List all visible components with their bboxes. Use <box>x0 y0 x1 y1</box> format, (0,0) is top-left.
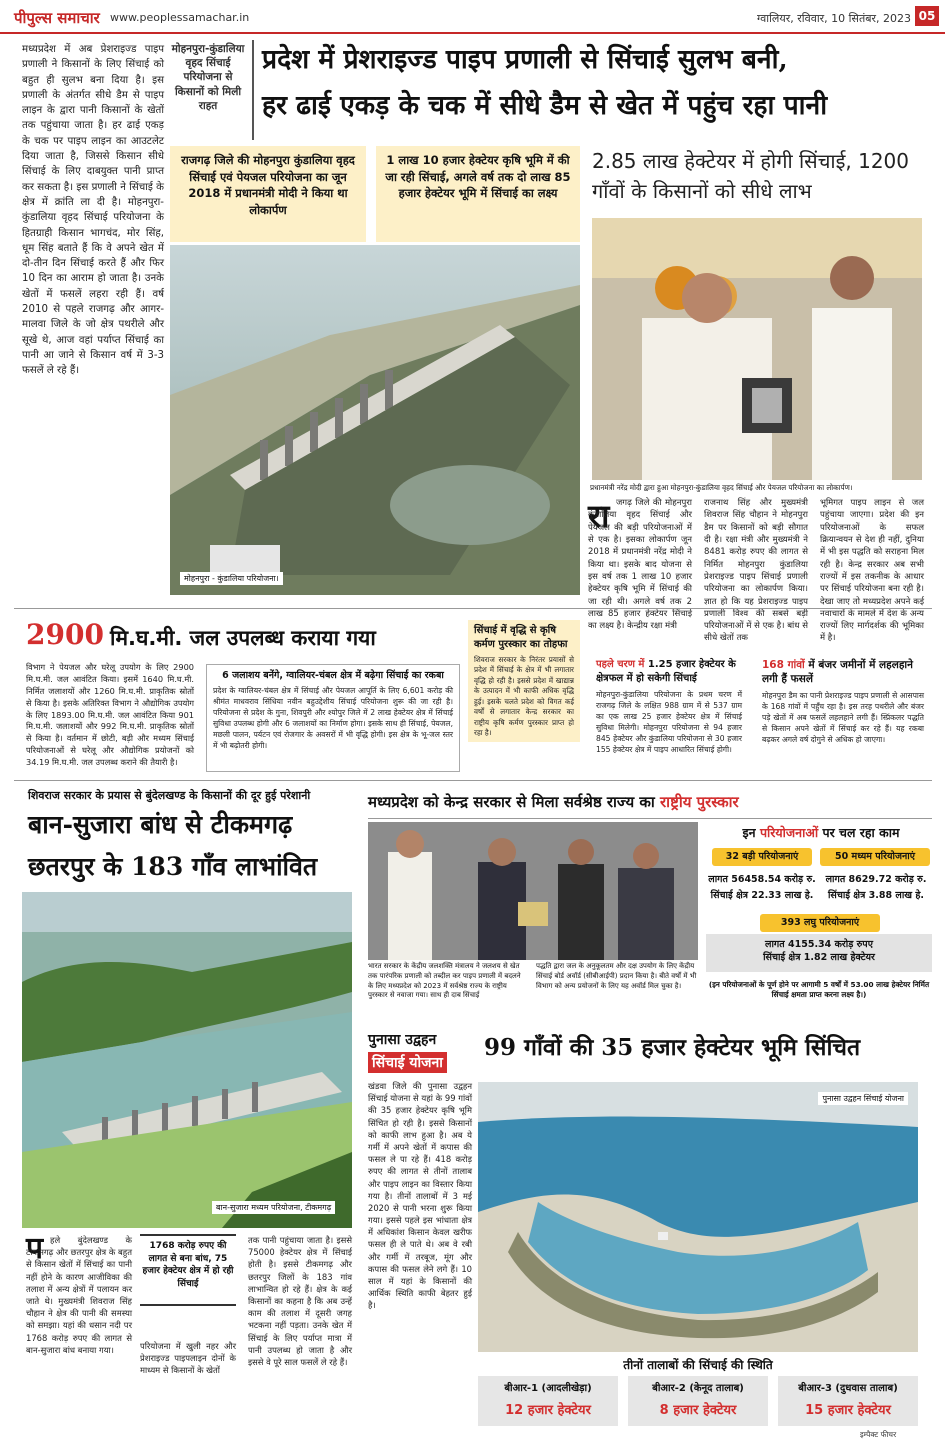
award-caption-2: पद्धति द्वारा जल के अनुकूलतम और दक्ष उपयोग के लिए केंद्रीय सिंचाई बोर्ड अवॉर्ड (सीबीआईपी) प्रदान किया है। बीते वर्षों में भी विभाग को अन्य प्रयोजनों के लिए यह अवॉर्ड मिल चुका है। <box>536 962 697 990</box>
section-divider <box>14 608 932 609</box>
callout-box-2 <box>376 146 580 242</box>
villages-headline-rest: में बंजर जमीनों में लहलहाने लगी हैं फसलें <box>762 659 913 686</box>
phase-body: मोहनपुरा-कुंडालिया परियोजना के प्रथम चरण में राजगढ़ जिले के लक्षित 988 ग्राम में से 537 ग्राम का एक लाख 25 हजार हेक्टेयर क्षेत्र में सिंचाई सुविधा मिलेगी। मोहनपुरा परियोजना से 94 हजार 845 हेक्टेयर और कुंडालिया परियोजना से 30 हजार 155 हेक्टेयर क्षेत्र में पाइप आधारित सिंचाई होगी। <box>596 690 742 754</box>
pm-photo <box>592 218 922 480</box>
page-header <box>0 0 945 34</box>
main-headline-2: हर ढाई एकड़ के चक में सीधे डैम से खेत में पहुंच रहा पानी <box>262 90 828 121</box>
phase-box <box>592 656 746 774</box>
bundelkhand-col-3: तक पानी पहुंचाया जाता है। इससे 75000 हेक्टेयर क्षेत्र में सिंचाई होती है। इससे टीकमगढ़ और छतरपुर जिलों के 183 गांव लाभान्वित हो रहे हैं। क्षेत्र के कई किसानों का कहना है कि अब उन्हें काम की तलाश में दूसरी जगह भटकना नहीं पड़ता। उनके खेत में सिंचाई के लिए पर्याप्त मात्रा में पानी उपलब्ध हो जाता है और इससे वे पूरे साल फसलें ले रहे हैं। <box>248 1235 352 1367</box>
ban-sujara-illustration <box>22 892 352 1228</box>
gwalior-headline: 6 जलाशय बनेंगे, ग्वालियर-चंबल क्षेत्र में बढ़ेगा सिंचाई का रकबा <box>222 670 444 681</box>
pond-name-1: बीआर-1 (आदलीखेड़ा) <box>504 1383 592 1394</box>
water-number: 2900 <box>26 618 104 651</box>
bundelkhand-kicker: शिवराज सरकार के प्रयास से बुंदेलखण्ड के किसानों की दूर हुई परेशानी <box>28 789 311 802</box>
pond-value-1: 12 हजार हेक्टेयर <box>505 1403 591 1418</box>
medium-projects-cost: लागत 8629.72 करोड़ रु. <box>825 874 927 885</box>
dam-photo-illustration <box>170 245 580 595</box>
punasa-illustration <box>478 1082 918 1352</box>
projects-head-2: पर चल रहा काम <box>818 825 900 840</box>
punasa-body: खंडवा जिले की पुनासा उद्वहन सिंचाई योजना से यहां के 99 गांवों की 35 हजार हेक्टेयर कृषि भूमि सिंचित हो रही है। इससे किसानों को काफी लाभ हुआ है। अब ये गर्मी में अपने खेतों में कपास की फसल ले पा रहे हैं। 418 करोड़ रुपए की लागत से तीनों तालाब और पाइप लाइन का विस्तार किया गया है। तीनों तालाबों में 3 मई 2020 से पानी भरना शुरू किया गया। इससे पहले इस भांधाता क्षेत्र में अधिकांश किसान केवल खरीफ फसल ही ले पाते थे। अब वे रबी और गर्मी में तरबूज, मूंग और कपास की फसल लेने लगे हैं। 10 साल में यहां के किसानों की आर्थिक स्थिति काफी बेहतर हुई है। <box>368 1081 472 1311</box>
main-kicker-box <box>170 40 254 140</box>
bundelkhand-dropcap: प <box>26 1231 44 1266</box>
callout-text-1: राजगढ़ जिले की मोहनपुरा कुंडालिया वृहद सिंचाई एवं पेयजल परियोजना का जून 2018 में प्रधानमंत्री मोदी ने किया था लोकार्पण <box>181 153 355 218</box>
bundelkhand-headline-1: बान-सुजारा बांध से टीकमगढ़ <box>28 810 293 839</box>
villages-headline-red: 168 गांवों <box>762 659 805 671</box>
projects-note: (इन परियोजनाओं के पूर्ण होने पर आगामी 5 वर्षों में 53.00 लाख हेक्टेयर निर्मित सिंचाई क्षमता प्राप्त करना लक्ष्य है।) <box>708 980 930 1000</box>
main-col-1: जगढ़ जिले की मोहनपुरा कुंडालिया वृहद सिंचाई और पेयजल की बड़ी परियोजनाओं में से एक है। इसका लोकार्पण जून 2018 में प्रधानमंत्री नरेंद्र मोदी ने किया था। इसके बाद योजना से इस वर्ष तक 1 लाख 10 हजार हेक्टेयर कृषि भूमि में सिंचाई की जा रही थी। अगले वर्ष तक 2 लाख 85 हजार हेक्टेयर सिंचाई का लक्ष्य है। केन्द्रीय रक्षा मंत्री <box>588 498 692 632</box>
small-projects-box <box>706 934 932 972</box>
water-headline: मि.घ.मी. जल उपलब्ध कराया गया <box>110 626 376 650</box>
dam-photo <box>170 245 580 595</box>
small-projects-area: सिंचाई क्षेत्र 1.82 लाख हेक्टेयर <box>763 952 875 963</box>
bundelkhand-quote: 1768 करोड़ रुपए की लागत से बना बांध, 75 हजार हेक्टेयर क्षेत्र में हो रही सिंचाई <box>142 1241 234 1289</box>
callout-box-1 <box>170 146 366 242</box>
medium-projects-label: 50 मध्यम परियोजनाएं <box>820 848 930 866</box>
main-col-3: भूमिगत पाइप लाइन से जल पहुंचाया जाएगा। प्रदेश की इन परियोजनाओं के सफल क्रियान्वयन से देश ही नहीं, दुनिया में भी इस पद्धति को सराहना मिल रही है। केन्द्र सरकार अब सभी राज्यों में इस तकनीक के आधार पर सिंचाई परियोजना बना रही है। देखा जाए तो मध्यप्रदेश अपने कई नवाचारों के मामले में देश के अन्य राज्यों लिए मार्गदर्शक की भूमिका में है। <box>820 498 924 644</box>
small-projects-label: 393 लघु परियोजनाएं <box>760 914 880 932</box>
bundelkhand-headline-2: छतरपुर के 183 गाँव लाभांवित <box>28 852 318 881</box>
pond-value-3: 15 हजार हेक्टेयर <box>805 1403 891 1418</box>
main-headline-1: प्रदेश में प्रेशराइज्ड पाइप प्रणाली से सिंचाई सुलभ बनी, <box>262 44 788 75</box>
issue-date: ग्वालियर, रविवार, 10 सितंबर, 2023 <box>757 12 911 25</box>
award-box <box>468 620 580 742</box>
pond-cell-2 <box>628 1376 768 1426</box>
main-kicker: मोहनपुरा-कुंडालिया वृहद सिंचाई परियोजना से किसानों को मिली राहत <box>171 43 245 112</box>
page-number: 05 <box>915 6 939 26</box>
water-body: विभाग ने पेयजल और घरेलू उपयोग के लिए 2900 मि.घ.मी. जल आवंटित किया। इसमें 1640 मि.घ.मी. निर्मित जलाशयों और 1260 मि.घ.मी. प्राकृतिक स्रोतों से किया है। इसके अतिरिक्त विभाग ने औद्योगिक उपयोग के लिए 1893.00 मि.घ.मी. जल आवंटित किया 901 मि.घ.मी. जलाशयों और 992 मि.घ.मी. प्राकृतिक स्रोतों से किया है। वर्तमान में छोटी, बड़ी और मध्यम सिंचाई परियोजनाओं से घरेलू और औद्योगिक प्रयोजनों को 34.19 मि.घ.मी. जल उपलब्ध कराने की तैयारी है। <box>26 662 194 768</box>
main-col-2: राजनाथ सिंह और मुख्यमंत्री शिवराज सिंह चौहान ने मोहनपुरा डैम पर किसानों को बड़ी सौगात दी है। रक्षा मंत्री और मुख्यमंत्री ने 8481 करोड़ रुपए की लागत से निर्मित मोहनपुरा कुंडालिया प्रेशराइज्ड पाइप सिंचाई प्रणाली परियोजना का लोकार्पण किया। ज्ञात हो कि यह प्रेशराइज्ड पाइप प्रणाली विश्व की सबसे बड़ी परियोजनाओं में से एक है। बांध से सीधे खेतों तक <box>704 498 808 644</box>
punasa-photo <box>478 1082 918 1352</box>
pm-caption: प्रधानमंत्री नरेंद्र मोदी द्वारा हुआ मोहनपुरा-कुंडालिया वृहद सिंचाई और पेयजल परियोजना का लोकार्पण। <box>590 483 853 492</box>
award-ceremony-illustration <box>368 822 698 960</box>
punasa-headline: 99 गाँवों की 35 हजार हेक्टेयर भूमि सिंचित <box>484 1034 861 1061</box>
projects-head-1: इन <box>742 825 760 840</box>
site-url[interactable]: www.peoplessamachar.in <box>110 11 250 24</box>
left-column-body: मध्यप्रदेश में अब प्रेशराइज्ड पाइप प्रणाली ने किसानों के लिए सिंचाई को बहुत ही सुलभ बना दिया है। इस प्रणाली के अंतर्गत सीधे डैम से पाइप लाइन के द्वारा पानी किसानों के खेतों तक पहुंचाया जाता है। हर ढाई एकड़ के चक पर पाइप लाइन का आउटलेट दिया जाता है, जिससे किसान सीधे सिंचाई के लिए दाबयुक्त पानी प्राप्त कर सकता है। इस प्रणाली ने सिंचाई के क्षेत्र में क्रांति ला दी है। मोहनपुरा-कुंडालिया वृहद सिंचाई परियोजना के हितग्राही किसान भागचंद, मोर सिंह, धूम सिंह बताते हैं कि वे अपने खेत में दो-तीन दिन सिंचाई करते हैं और फिर 10 दिन का आराम हो जाता है। उनके खेतों में फसलें लहरा रही हैं। वर्ष 2010 से पहले राजगढ़ और आगर-मालवा जिले के जो क्षेत्र पथरीले और सूखे थे, आज वहां पर्याप्त सिंचाई का पानी आ जाने से किसान वर्ष में 3-3 फसलें ले रहे हैं। <box>22 44 164 377</box>
national-award-headline <box>368 792 932 812</box>
ponds-table-head: तीनों तालाबों की सिंचाई की स्थिति <box>623 1358 773 1372</box>
projects-head-red: परियोजनाओं <box>759 825 819 840</box>
big-projects-cost: लागत 56458.54 करोड़ रु. <box>708 874 816 885</box>
big-projects-label: 32 बड़ी परियोजनाएं <box>712 848 812 866</box>
villages-box <box>758 656 928 774</box>
bundelkhand-col-1: हले बुंदेलखण्ड के टीकमगढ़ और छतरपुर क्षेत्र के बहुत से किसान खेतों में सिंचाई का पानी नहीं होने के कारण आजीविका की तलाश में अन्य क्षेत्रों में पलायन कर जाते थे। मुख्यमंत्री शिवराज सिंह चौहान ने क्षेत्र की पानी की समस्या को समझा। यहां की धसान नदी पर 1768 करोड़ रुपए की लागत से बान-सुजारा बांध बनाया गया। <box>26 1235 132 1355</box>
punasa-kicker-1: पुनासा उद्वहन <box>368 1032 437 1048</box>
pond-cell-3 <box>778 1376 918 1426</box>
phase-headline-red: पहले चरण में <box>596 659 645 670</box>
pond-name-2: बीआर-2 (केनूद तालाब) <box>652 1383 744 1394</box>
villages-headline <box>762 658 924 686</box>
ban-sujara-photo <box>22 892 352 1228</box>
side-headline: 2.85 लाख हेक्टेयर में होगी सिंचाई, 1200 गाँवों के किसानों को सीधे लाभ <box>592 149 910 203</box>
section-divider-2 <box>14 780 932 781</box>
national-award-head-black: मध्यप्रदेश को केन्द्र सरकार से मिला सर्वश्रेष्ठ राज्य का <box>368 793 661 811</box>
punasa-kicker-2: सिंचाई योजना <box>368 1052 447 1073</box>
award-caption-1: भारत सरकार के केंद्रीय जलशक्ति मंत्रालय ने जलशय से खेत तक पारंपरिक प्रणाली को तब्दील कर पाइप प्रणाली में बदलने के लिए मध्यप्रदेश को 2023 में सर्वश्रेष्ठ राज्य के राष्ट्रीय पुरस्कार से नवाजा गया। साथ ही दाब सिंचाई <box>368 962 521 1000</box>
bundelkhand-quote-box <box>140 1234 236 1306</box>
pm-photo-illustration <box>592 218 922 480</box>
bundelkhand-col-2: परियोजना में खुली नहर और प्रेशराइज्ड पाइपलाइन दोनों के माध्यम से किसानों के खेतों <box>140 1341 236 1376</box>
phase-headline <box>596 658 742 685</box>
big-projects-area: सिंचाई क्षेत्र 22.33 लाख हे. <box>710 890 814 901</box>
dam-caption: मोहनपुरा - कुंडालिया परियोजना। <box>180 572 283 585</box>
gwalior-box <box>206 664 460 772</box>
phase-headline-rest: 1.25 हजार हेक्टेयर के क्षेत्रफल में हो सकेगी सिंचाई <box>596 659 736 684</box>
masthead-logo: पीपुल्स समाचार <box>14 9 100 27</box>
national-award-head-red: राष्ट्रीय पुरस्कार <box>660 793 739 811</box>
villages-body: मोहनपुरा डैम का पानी प्रेशराइज्ड पाइप प्रणाली से आसपास के 168 गांवों में पहुँच रहा है। इस तरह पथरीले और बंजर पड़े खेतों में अब फसलें लहलहाने लगी हैं। स्प्रिंकलर पद्धति से किसान अपने खेतों में सिंचाई कर रहे हैं। यह रकबा बढ़कर अगले वर्ष दोगुने से अधिक हो जाएगा। <box>762 691 924 745</box>
ban-sujara-caption: बान-सुजारा मध्यम परियोजना, टीकमगढ़ <box>212 1201 335 1214</box>
impact-feature-tag: इम्पैक्ट फीचर <box>860 1430 897 1439</box>
main-dropcap: रा <box>588 497 610 535</box>
national-award-rule <box>368 818 932 819</box>
pond-cell-1 <box>478 1376 618 1426</box>
award-body: शिवराज सरकार के निरंतर प्रयासों से प्रदेश में सिंचाई के क्षेत्र में भी लगातार वृद्धि हो रही है। इससे प्रदेश में खाद्यान्न के उत्पादन में भी काफी अधिक वृद्धि हुई। इसके चलते प्रदेश को विगत कई वर्षों से लगातार केन्द्र सरकार का राष्ट्रीय कृषि कर्मण पुरस्कार प्राप्त हो रहा है। <box>474 655 574 738</box>
medium-projects-area: सिंचाई क्षेत्र 3.88 लाख हे. <box>827 890 925 901</box>
award-ceremony-photo <box>368 822 698 960</box>
pond-name-3: बीआर-3 (दुधवास तालाब) <box>798 1383 898 1394</box>
pond-value-2: 8 हजार हेक्टेयर <box>659 1403 737 1418</box>
punasa-photo-caption: पुनासा उद्वहन सिंचाई योजना <box>818 1092 908 1105</box>
gwalior-body: प्रदेश के ग्वालियर-चंबल क्षेत्र में सिंचाई और पेयजल आपूर्ति के लिए 6,601 करोड़ की श्रीमंत माधवराव सिंधिया नवीन बहुउद्देशीय सिंचाई परियोजना शुरू की जा रही है। परियोजना से प्रदेश के गुना, शिवपुरी और श्योपुर जिले में 2 लाख हेक्टेयर क्षेत्र में सिंचाई सुविधा उपलब्ध होगी और 6 जलाशयों का निर्माण होगा। इसके साथ ही सिंचाई, पेयजल, मछली पालन, पर्यटन एवं रोजगार के अवसरों में भी वृद्धि होगी। इस क्षेत्र के भू-जल स्तर में भी बढ़ोतरी होगी। <box>213 686 453 751</box>
projects-headline <box>710 824 932 841</box>
award-headline: सिंचाई में वृद्धि से कृषि कर्मण पुरस्कार का तोहफा <box>474 625 568 650</box>
callout-text-2: 1 लाख 10 हजार हेक्टेयर कृषि भूमि में की जा रही सिंचाई, अगले वर्ष तक दो लाख 85 हजार हेक्टेयर भूमि में सिंचाई का लक्ष्य <box>385 153 571 201</box>
small-projects-cost: लागत 4155.34 करोड़ रुपए <box>765 939 873 950</box>
